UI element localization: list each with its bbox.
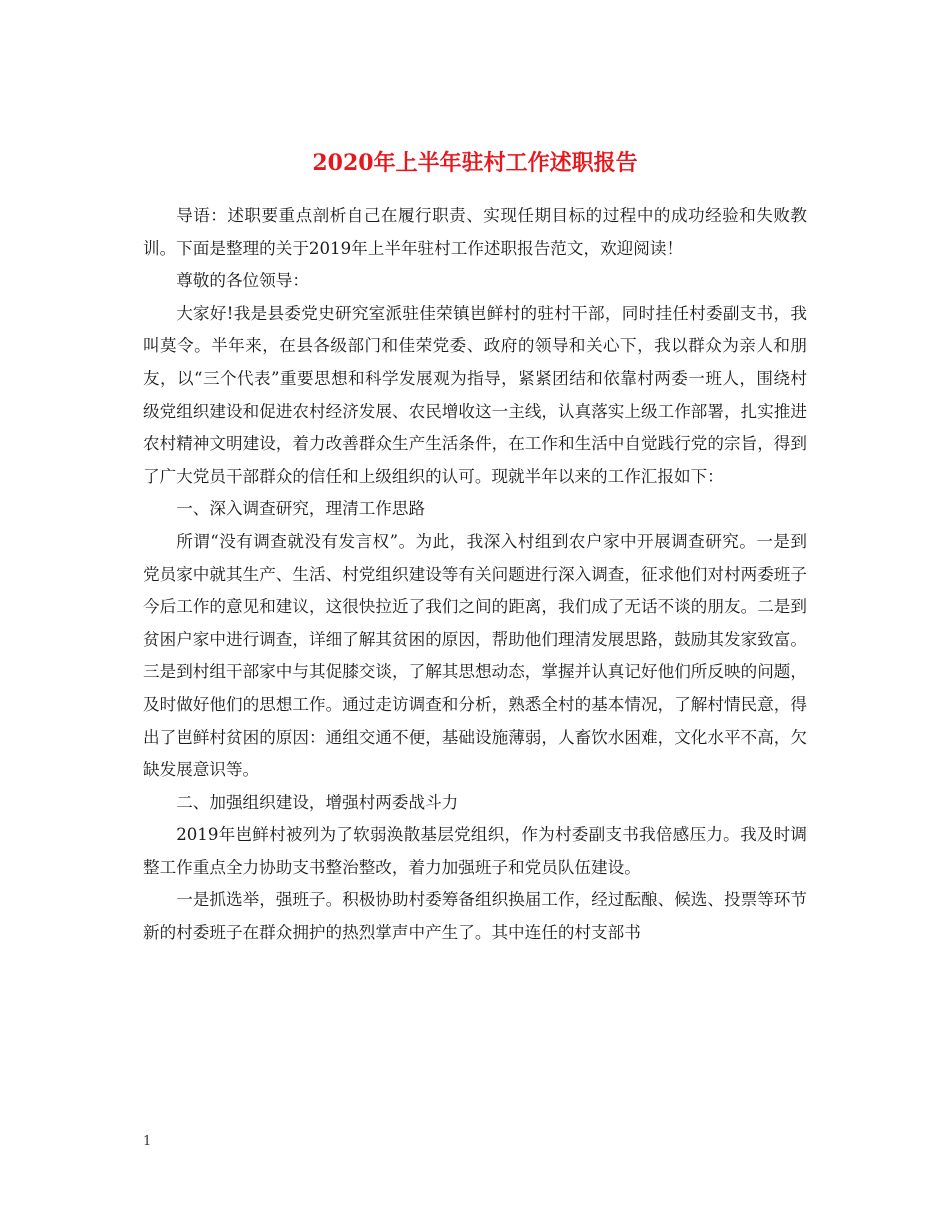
section-heading-1: 一、深入调查研究，理清工作思路	[176, 499, 426, 519]
document-body	[143, 200, 807, 950]
section-2-paragraph: 2019年岜鲜村被列为了软弱涣散基层党组织，作为村委副支书我倍感压力。我及时调整工作重点全力协助支书整治整改，着力加强班子和党员队伍建设。	[143, 825, 807, 877]
section-2-item-1: 一是抓选举，强班子。积极协助村委筹备组织换届工作，经过酝酿、候选、投票等环节新的村委班子在群众拥护的热烈掌声中产生了。其中连任的村支部书	[143, 890, 807, 943]
intro-paragraph: 导语：述职要重点剖析自己在履行职责、实现任期目标的过程中的成功经验和失败教训。下面是整理的关于2019年上半年驻村工作述职报告范文，欢迎阅读！	[143, 206, 807, 258]
document-title: 2020年上半年驻村工作述职报告	[312, 149, 638, 176]
section-heading-2: 二、加强组织建设，增强村两委战斗力	[176, 792, 459, 812]
opening-paragraph: 大家好!我是县委党史研究室派驻佳荣镇岜鲜村的驻村干部，同时挂任村委副支书，我叫莫令。半年来，在县各级部门和佳荣党委、政府的领导和关心下，我以群众为亲人和朋友，以“三个代表”重要思想和科学发展观为指导，紧紧团结和依靠村两委一班人，围绕村级党组织建设和促进农村经济发展、农民增收这一主线，认真落实上级工作部署，扎实推进农村精神文明建设，着力改善群众生产生活条件，在工作和生活中自觉践行党的宗旨，得到了广大党员干部群众的信任和上级组织的认可。现就半年以来的工作汇报如下：	[143, 303, 807, 486]
section-1-paragraph: 所谓“没有调查就没有发言权”。为此，我深入村组到农户家中开展调查研究。一是到党员家中就其生产、生活、村党组织建设等有关问题进行深入调查，征求他们对村两委班子今后工作的意见和建议，这很快拉近了我们之间的距离，我们成了无话不谈的朋友。二是到贫困户家中进行调查，详细了解其贫困的原因，帮助他们理清发展思路，鼓励其发家致富。三是到村组干部家中与其促膝交谈，了解其思想动态，掌握并认真记好他们所反映的问题，及时做好他们的思想工作。通过走访调查和分析，熟悉全村的基本情况，了解村情民意，得出了岜鲜村贫困的原因：通组交通不便，基础设施薄弱，人畜饮水困难，文化水平不高，欠缺发展意识等。	[143, 531, 807, 780]
page-number: 1	[143, 1134, 152, 1149]
salutation: 尊敬的各位领导：	[176, 271, 309, 291]
